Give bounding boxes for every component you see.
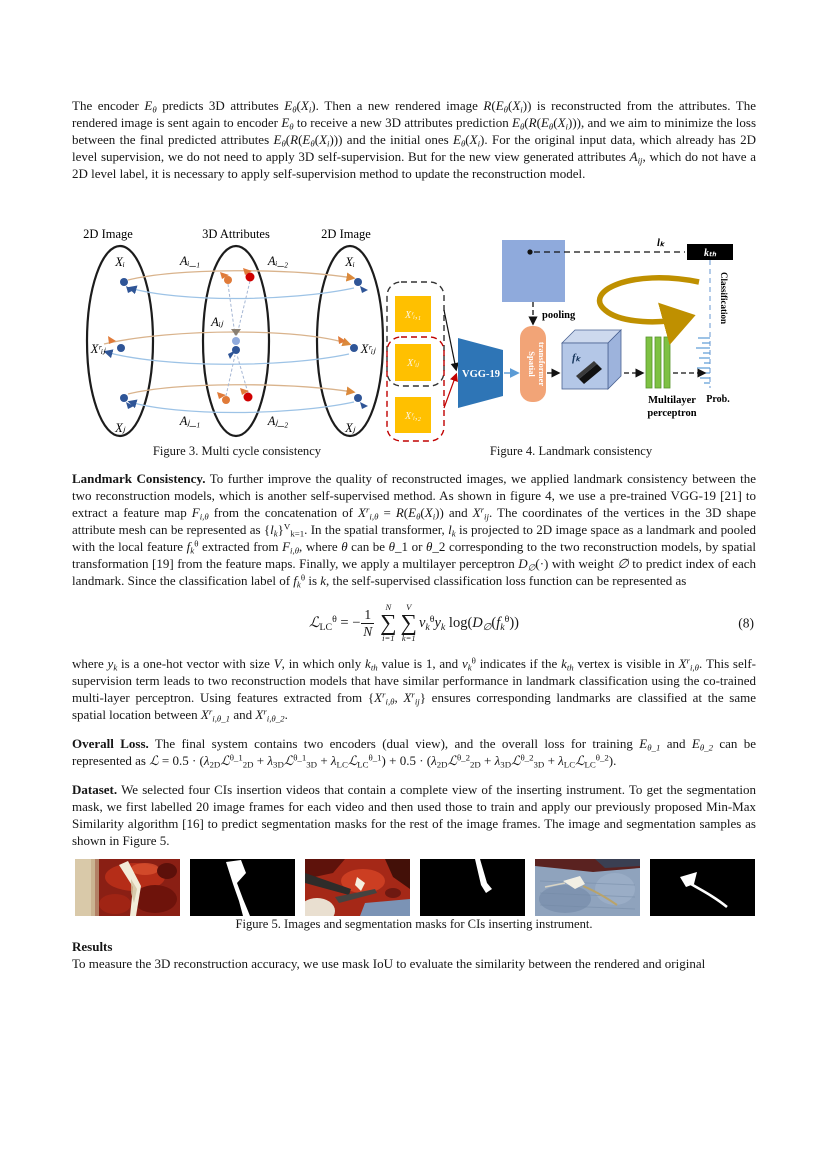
fig5-mask-2 [420,859,525,916]
figure4-feedback-arrow-icon [600,278,699,322]
figure3-label-ai1: Aᵢ_₁ [179,254,201,268]
figure3-label-ai2: Aᵢ_₂ [267,254,289,268]
figure4-box3-label: Xʳᵢ,₂ [405,411,421,422]
figure4-input-boxes [395,296,431,433]
figure4-spatial-transformer-block [520,326,547,402]
equation-sum-k: V ∑ k=1 [400,601,417,643]
results-section [72,938,756,972]
results-first-line: To measure the 3D reconstruction accuracy, we use mask IoU to evaluate the similarity between the rendered and original [72,956,706,971]
figure3-label-xj-right: Xⱼ [345,421,355,435]
figure3-label-aij: Aᵢⱼ [211,315,223,329]
figure4-box1-label: Xʳᵢ,₁ [405,310,421,321]
figure3-label-aj2: Aⱼ_₂ [267,414,289,428]
figure3-diagram [78,226,396,442]
figure4-kth-label: kₜₕ [704,248,716,259]
figure4-box2-label: Xʳᵢⱼ [407,358,419,369]
figure3-label-xijr-right: Xʳᵢⱼ [360,342,376,356]
figure4-mlp-label-2: perceptron [647,408,697,419]
figure4-lk-label: lₖ [657,238,665,249]
figure4-feature-cube [562,330,621,389]
figure3-label-xj-left: Xⱼ [115,421,125,435]
fig5-photo-1 [75,859,180,916]
figure4-vgg-block [458,338,503,408]
figure4-prob-label: Prob. [706,394,730,405]
figure4-fk-label: fₖ [572,352,581,364]
figure4-mlp-label-1: Multilayer [648,395,696,406]
figure3-label-xijr-left: Xʳᵢⱼ [90,342,106,356]
figure4-kth-box [687,244,733,260]
figure3-header-left: 2D Image [83,227,133,241]
figure4-classification-label: Classification [719,271,729,325]
figure4-link-black [444,310,456,369]
paragraph-dataset: Dataset. We selected four CIs insertion videos that contain a complete view of the inserting instrument. To get the segmentation mask, we first labelled 20 image frames for each video and then used those to train and apply our previously proposed Min-Max Similarity algorithm [16] to predict segmentation masks for the rest of the image frames. The image and segmentation samples as shown in Figure 5. [72,782,756,848]
equation-body: $v_k^\theta y_k$ $\log(D_\emptyset(f_k^\theta))$ [418,613,519,633]
paragraph-encoder: The encoder $E_\theta$ predicts 3D attributes $E_\theta(X_i)$. Then a new rendered image $R(E_\theta(X_i))$ is reconstructed from the attributes. The rendered image is sent again to encoder $E_\theta$ to receive a new 3D attributes prediction $E_\theta(R(E_\theta(X_i)))$, and we aim to minimize the loss between the final predicted attributes $E_\theta(R(E_\theta(X_i)))$ and the initial ones $E_\theta(X_i)$. For the original input data, which already has 2D level supervision, we do not need to apply 3D self-supervision. But for the new view generated attributes $A_{ij}$, which do not have a 2D level label, it is necessary to apply self-supervision method to update the reconstruction model. [72,98,757,181]
figure4-spatial-label-2: transformer [537,341,547,387]
figure4-prob-histogram [696,338,710,383]
paragraph-landmark-consistency: Landmark Consistency. To further improve the quality of reconstructed images, we applied landmark consistency between the two reconstruction models, which is another self-supervised method. As shown in figure 4, we use a pre-trained VGG-19 [21] to extract a feature map $F_{i,\theta}$ from the concatenation of $X^r_{i,\theta} = R(E_\theta(X_i))$ and $X^r_{ij}$. The coordinates of the vertices in the 3D shape attribute mesh can be represented as $\{l_k\}^V_{k=1}$. In the spatial transformer, $l_k$ is projected to 2D image space as a landmark and pooled with the local feature $f_k^\theta$ extracted from $F_{i,\theta}$, where θ can be θ_1 or θ_2 corresponding to the two reconstruction models, by spatial transformation [19] from the feature maps. Finally, we apply a multilayer perceptron $D_\emptyset(\cdot)$ with weight ∅ to predict index of each landmark. Since the classification label of $f_k^\theta$ is k, the self-supervised classification loss function can be represented as [72,471,756,590]
figure4-feature-map [502,240,565,302]
main-text-column [72,470,756,849]
equation-lhs: ℒ$_{LC}^\theta$ = − [309,613,361,633]
equation-fraction: $\frac{1}{N}$ [363,606,373,639]
fig5-photo-2 [305,859,410,916]
figure4-caption: Figure 4. Landmark consistency [489,444,653,458]
figure3-label-xi-right: Xᵢ [345,255,355,269]
figure4-spatial-label-1: Spatial [527,351,537,377]
equation-number: (8) [738,615,754,631]
results-heading: Results [72,939,113,954]
figure4-link-red [444,375,456,408]
equation-8 [72,597,756,649]
fig5-mask-1 [190,859,295,916]
equation-sum-i: N ∑ i=1 [380,601,397,643]
figure3-label-xi-left: Xᵢ [115,255,125,269]
figure5-image-strip [75,859,755,916]
paragraph-overall-loss: Overall Loss. The final system contains two encoders (dual view), and the overall loss for training $E_{\theta\_1}$ and $E_{\theta\_2}$ can be represented as ℒ = $0.5 \cdot (\lambda_{2D}ℒ^{\theta\_1}_{2D}$ + $\lambda_{3D}ℒ^{\theta\_1}_{3D}$ + $\lambda_{LC}ℒ_{LC}^{\theta\_1}) + 0.5$ · ($\lambda_{2D}ℒ^{\theta\_2}_{2D}$ + $\lambda_{3D}ℒ^{\theta\_2}_{3D}$ + $\lambda_{LC}ℒ_{LC}^{\theta\_2}$). [72,736,757,770]
figure3-caption: Figure 3. Multi cycle consistency [152,444,322,458]
fig5-mask-3 [650,859,755,916]
fig5-photo-3 [535,859,640,916]
figure3-header-mid: 3D Attributes [202,227,270,241]
figure4-vgg-label: VGG-19 [462,369,500,380]
paragraph-where: where $y_k$ is a one-hot vector with size V, in which only $k_{th}$ value is 1, and $v_k^\theta$ indicates if the $k_{th}$ vertex is visible in $X^r_{i,\theta}$. This self-supervision term leads to two reconstruction models that have similar performance in landmark classification using the co-trained multi-layer perceptron. Using features extracted from {$X^r_{i,\theta}$, $X^r_{ij}$} ensures corresponding landmarks are classified at the same spatial location between $X^r_{i,\theta\_1}$ and $X^r_{i,\theta\_2}$. [72,655,757,724]
figure3-arcs-mid [104,332,349,364]
figure4-mlp-bars [646,337,670,388]
figure4-diagram [385,230,757,442]
figure3-label-aj1: Aⱼ_₁ [179,414,201,428]
figure4-pooling-label: pooling [542,310,576,321]
figure5-caption: Figure 5. Images and segmentation masks for CIs inserting instrument. [235,917,593,931]
figure3-header-right: 2D Image [321,227,371,241]
